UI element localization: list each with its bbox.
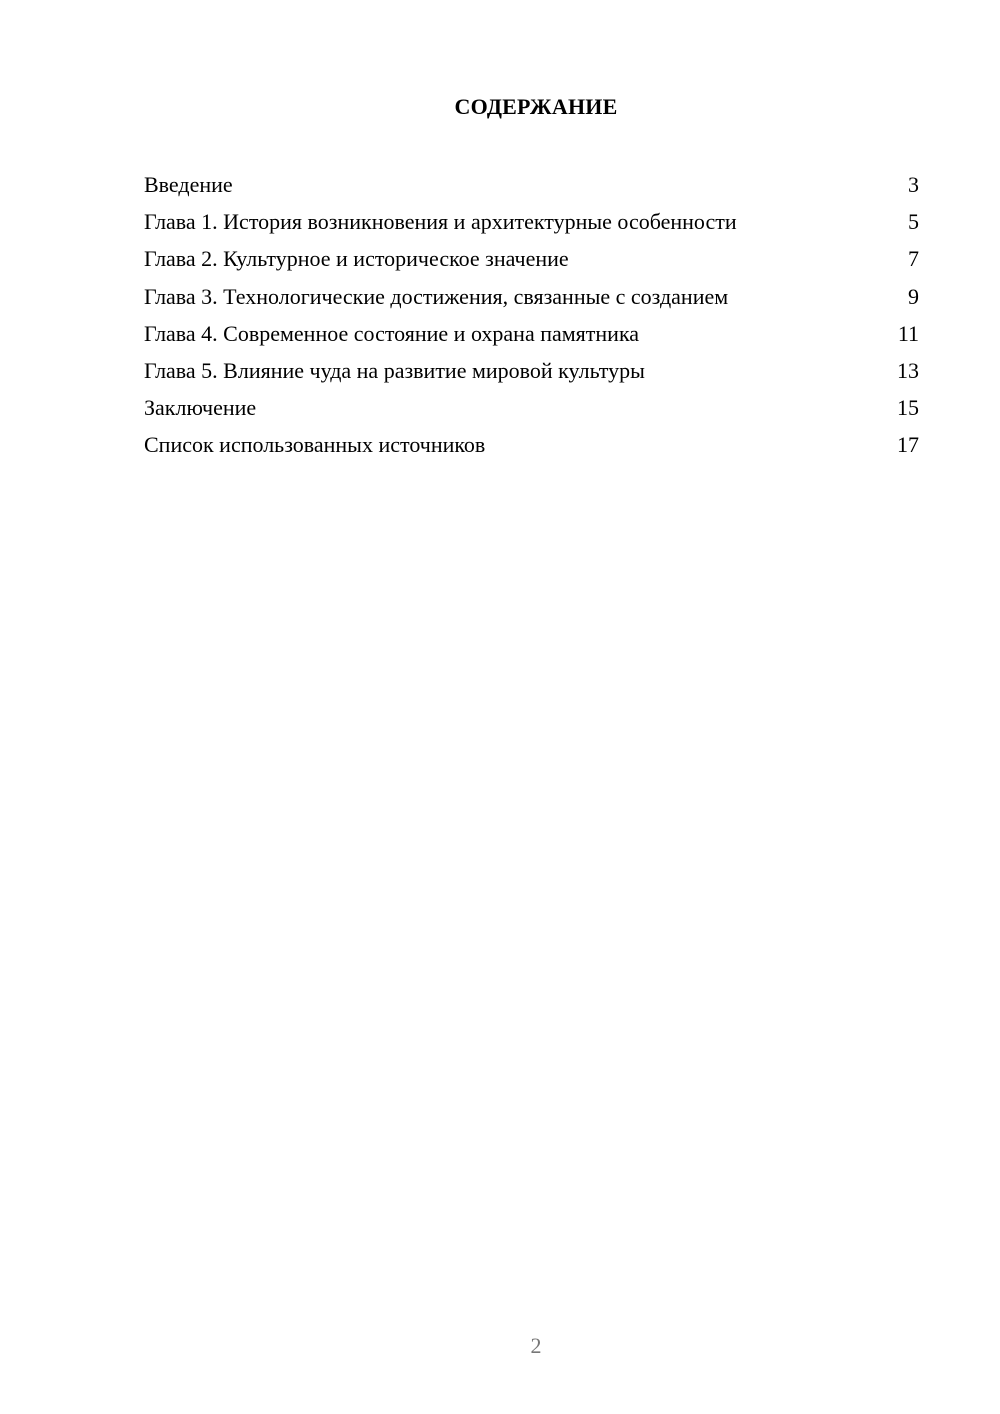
toc-entry-label: Глава 3. Технологические достижения, связанные с созданием	[144, 283, 729, 309]
toc-entry-references[interactable]	[144, 429, 919, 466]
table-of-contents	[144, 169, 919, 467]
toc-entry-label: Заключение	[144, 395, 257, 421]
toc-entry-label: Глава 4. Современное состояние и охрана памятника	[144, 320, 640, 346]
toc-entry-introduction[interactable]	[144, 169, 919, 206]
toc-entry-page: 11	[897, 320, 919, 346]
page-number: 2	[530, 1333, 542, 1358]
toc-entry-label: Список использованных источников	[144, 432, 486, 458]
toc-entry-chapter-2[interactable]	[144, 243, 919, 280]
toc-entry-label: Глава 2. Культурное и историческое значение	[144, 246, 569, 272]
toc-entry-chapter-1[interactable]	[144, 206, 919, 243]
toc-entry-page: 13	[897, 357, 919, 383]
toc-entry-page: 15	[897, 395, 919, 421]
toc-entry-label: Введение	[144, 172, 233, 197]
toc-entry-page: 5	[908, 209, 919, 235]
toc-entry-conclusion[interactable]	[144, 392, 919, 429]
toc-entry-label: Глава 5. Влияние чуда на развитие мировой культуры	[144, 357, 645, 383]
toc-entry-label: Глава 1. История возникновения и архитектурные особенности	[144, 209, 737, 235]
toc-entry-chapter-4[interactable]	[144, 318, 919, 355]
toc-entry-chapter-3[interactable]	[144, 281, 919, 318]
toc-heading: СОДЕРЖАНИЕ	[454, 94, 618, 119]
toc-entry-page: 9	[908, 283, 919, 309]
toc-entry-page: 3	[908, 172, 919, 197]
toc-entry-page: 7	[908, 246, 919, 272]
toc-entry-chapter-5[interactable]	[144, 355, 919, 392]
toc-entry-page: 17	[897, 432, 919, 458]
